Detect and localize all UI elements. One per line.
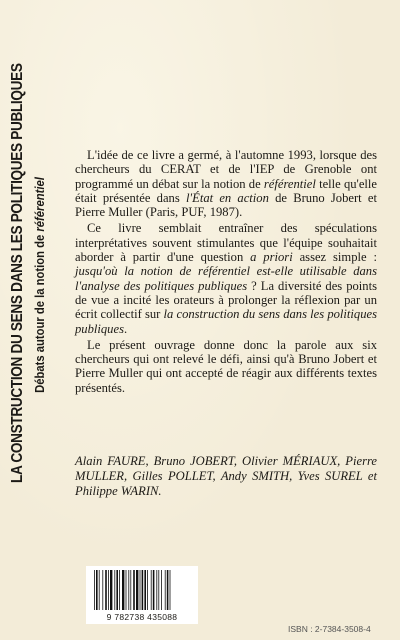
barcode-bar xyxy=(144,570,146,610)
text-run: . xyxy=(123,321,128,336)
barcode-bar xyxy=(136,570,138,610)
barcode-bar xyxy=(170,570,171,610)
spine-subtitle-text: Débats autour de la notion de xyxy=(33,231,47,393)
barcode-number: 9 782738 435088 xyxy=(106,612,178,622)
text-run: Le présent ouvrage donne donc la parole aux six chercheurs qui ont relevé le défi, ainsi qu'à Bruno Jobert et Pierre Muller qui ont accepté de réagir aux différents textes présentés. xyxy=(75,337,377,395)
spine xyxy=(2,60,60,510)
barcode-bar xyxy=(126,570,127,610)
blurb-paragraph-2 xyxy=(75,221,377,335)
author-list: Alain FAURE, Bruno JOBERT, Olivier MÉRIAUX, Pierre MULLER, Gilles POLLET, Andy SMITH, Yves SUREL et Philippe WARIN. xyxy=(75,454,377,498)
spine-text-block xyxy=(2,60,60,510)
text-run: assez simple : xyxy=(292,250,377,265)
text-run: ? La diversité des points de vue a incité les orateurs à prolonger la réflexion par un écrit collectif sur xyxy=(75,278,378,322)
blurb-paragraph-3 xyxy=(75,338,377,395)
barcode-bar xyxy=(161,570,162,610)
barcode-bar xyxy=(110,570,112,610)
spine-subtitle-italic: référentiel xyxy=(33,177,47,232)
barcode-bar xyxy=(105,570,107,610)
barcode-bar xyxy=(167,570,169,610)
barcode-bar xyxy=(140,570,141,610)
barcode xyxy=(86,566,198,624)
text-run: a priori xyxy=(250,250,293,265)
barcode-bar xyxy=(96,570,98,610)
barcode-bar xyxy=(94,570,95,610)
text-run: la construction du sens dans les politiques publiques xyxy=(75,307,377,336)
barcode-bar xyxy=(122,570,124,610)
barcode-bar xyxy=(153,570,155,610)
text-run: telle qu'elle était présentée dans xyxy=(75,176,377,205)
barcode-bar xyxy=(158,570,159,610)
barcode-bars xyxy=(92,570,192,612)
text-run: jusqu'où la notion de référentiel est-elle utilisable dans l'analyse des politiques publiques xyxy=(75,264,377,293)
barcode-bar xyxy=(128,570,129,610)
spine-title: LA CONSTRUCTION DU SENS DANS LES POLITIQUES PUBLIQUES xyxy=(9,63,26,483)
spine-subtitle xyxy=(30,83,50,488)
barcode-bar xyxy=(165,570,166,610)
barcode-bar xyxy=(99,570,100,610)
barcode-bar xyxy=(108,570,109,610)
text-run: L'idée de ce livre a germé, à l'automne 1993, lorsque des chercheurs du CERAT et de l'IEP de Grenoble ont programmé un débat sur la notion de xyxy=(75,148,377,191)
barcode-bar xyxy=(130,570,131,610)
text-run: Ce livre semblait entraîner des spéculations interprétatives souvent stimulantes que l'équipe souhaitait aborder à partir d'une question xyxy=(75,221,377,265)
barcode-bar xyxy=(114,570,115,610)
barcode-bar xyxy=(102,570,103,610)
blurb xyxy=(75,148,377,397)
barcode-bar xyxy=(156,570,157,610)
barcode-bar xyxy=(133,570,135,610)
text-run: l'État en action xyxy=(185,190,269,205)
text-run: référentiel xyxy=(263,176,316,191)
text-run: de Bruno Jobert et Pierre Muller (Paris, PUF, 1987). xyxy=(75,190,377,220)
barcode-bar xyxy=(116,570,118,610)
barcode-bar xyxy=(151,570,152,610)
barcode-bar xyxy=(147,570,148,610)
barcode-bar xyxy=(142,570,144,610)
barcode-bar xyxy=(119,570,120,610)
blurb-paragraph-1 xyxy=(75,148,377,219)
isbn-label: ISBN : 2-7384-3508-4 xyxy=(288,624,371,634)
